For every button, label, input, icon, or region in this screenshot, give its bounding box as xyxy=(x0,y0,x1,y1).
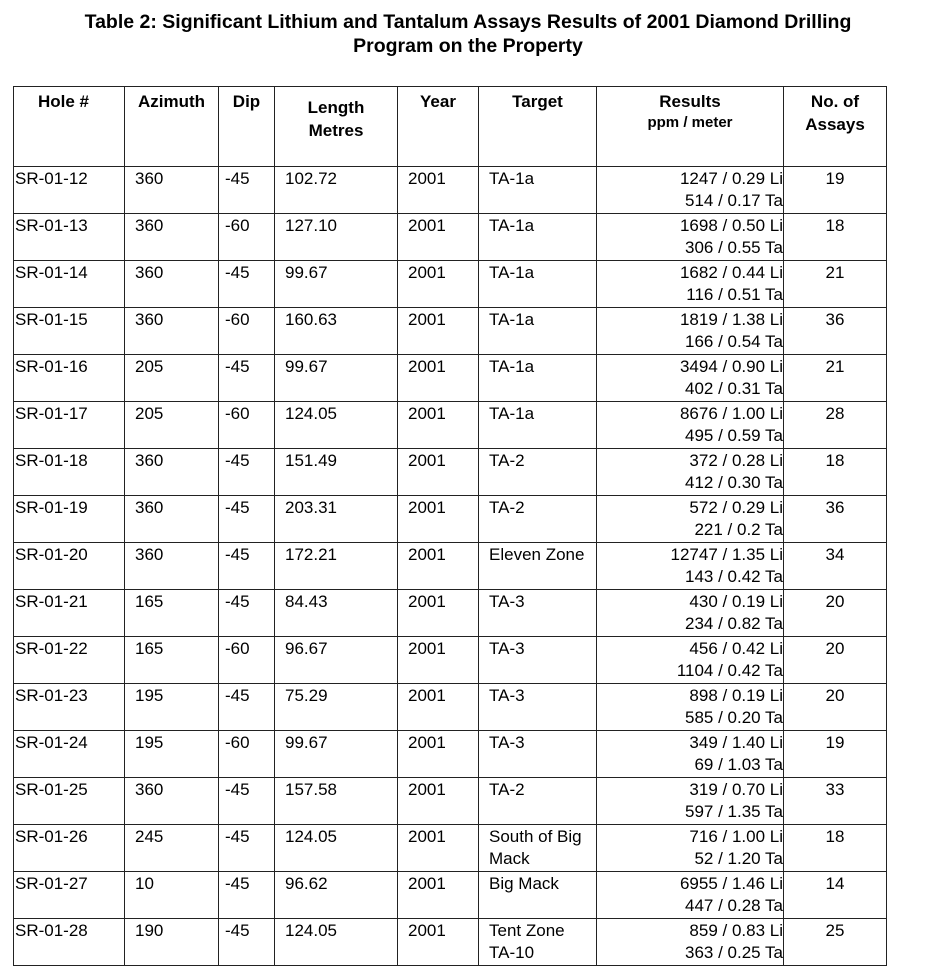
table-row xyxy=(14,167,887,214)
result-ta: 116 / 0.51 Ta xyxy=(686,285,783,304)
cell-dip: -45 xyxy=(219,261,275,308)
table-title xyxy=(0,10,936,58)
header-results-line-2: ppm / meter xyxy=(647,114,733,131)
result-ta: 69 / 1.03 Ta xyxy=(694,755,783,774)
cell-dip: -60 xyxy=(219,214,275,261)
cell-assays: 18 xyxy=(784,825,887,872)
cell-azimuth: 245 xyxy=(125,825,219,872)
cell-dip: -45 xyxy=(219,872,275,919)
result-li: 349 / 1.40 Li xyxy=(689,733,783,752)
result-li: 12747 / 1.35 Li xyxy=(670,545,783,564)
cell-length: 127.10 xyxy=(275,214,398,261)
cell-target xyxy=(479,825,597,872)
cell-length: 96.62 xyxy=(275,872,398,919)
cell-results xyxy=(597,214,784,261)
target-line-2: Mack xyxy=(489,849,530,868)
result-li: 8676 / 1.00 Li xyxy=(679,404,783,423)
result-li: 1682 / 0.44 Li xyxy=(679,263,783,282)
cell-azimuth: 205 xyxy=(125,355,219,402)
cell-assays: 20 xyxy=(784,637,887,684)
cell-assays: 33 xyxy=(784,778,887,825)
cell-dip: -45 xyxy=(219,778,275,825)
cell-dip: -60 xyxy=(219,637,275,684)
cell-target: TA-1a xyxy=(479,402,597,449)
cell-dip: -60 xyxy=(219,308,275,355)
cell-length: 124.05 xyxy=(275,402,398,449)
cell-year: 2001 xyxy=(398,637,479,684)
cell-target: TA-3 xyxy=(479,637,597,684)
cell-length: 75.29 xyxy=(275,684,398,731)
table-row xyxy=(14,919,887,966)
table-row xyxy=(14,637,887,684)
result-ta: 1104 / 0.42 Ta xyxy=(676,661,783,680)
table-row xyxy=(14,308,887,355)
result-li: 1698 / 0.50 Li xyxy=(679,216,783,235)
cell-year: 2001 xyxy=(398,872,479,919)
header-length-line-2: Metres xyxy=(308,121,364,140)
cell-year: 2001 xyxy=(398,167,479,214)
result-li: 6955 / 1.46 Li xyxy=(679,874,783,893)
result-li: 1819 / 1.38 Li xyxy=(679,310,783,329)
cell-assays: 36 xyxy=(784,308,887,355)
cell-assays: 19 xyxy=(784,731,887,778)
header-assays xyxy=(784,87,887,167)
cell-target: TA-2 xyxy=(479,778,597,825)
cell-length: 151.49 xyxy=(275,449,398,496)
result-li: 1247 / 0.29 Li xyxy=(679,169,783,188)
cell-length: 203.31 xyxy=(275,496,398,543)
cell-hole: SR-01-15 xyxy=(14,308,125,355)
header-results-line-1: Results xyxy=(659,92,721,111)
cell-results xyxy=(597,684,784,731)
cell-hole: SR-01-14 xyxy=(14,261,125,308)
cell-hole: SR-01-19 xyxy=(14,496,125,543)
cell-assays: 21 xyxy=(784,355,887,402)
result-ta: 306 / 0.55 Ta xyxy=(685,238,783,257)
cell-length: 124.05 xyxy=(275,825,398,872)
cell-length: 96.67 xyxy=(275,637,398,684)
cell-target: TA-2 xyxy=(479,496,597,543)
cell-year: 2001 xyxy=(398,590,479,637)
target-line-1: South of Big xyxy=(489,827,582,846)
result-ta: 52 / 1.20 Ta xyxy=(694,849,783,868)
cell-target: Big Mack xyxy=(479,872,597,919)
cell-results xyxy=(597,167,784,214)
cell-azimuth: 360 xyxy=(125,308,219,355)
result-ta: 585 / 0.20 Ta xyxy=(685,708,783,727)
cell-results xyxy=(597,543,784,590)
table-title-line-2: Program on the Property xyxy=(353,35,583,57)
result-li: 572 / 0.29 Li xyxy=(689,498,783,517)
table-row xyxy=(14,355,887,402)
cell-azimuth: 195 xyxy=(125,731,219,778)
result-li: 3494 / 0.90 Li xyxy=(679,357,783,376)
cell-target: TA-1a xyxy=(479,261,597,308)
table-row xyxy=(14,684,887,731)
cell-results xyxy=(597,355,784,402)
cell-dip: -45 xyxy=(219,684,275,731)
header-assays-line-2: Assays xyxy=(805,115,865,134)
cell-hole: SR-01-25 xyxy=(14,778,125,825)
cell-length: 172.21 xyxy=(275,543,398,590)
cell-assays: 21 xyxy=(784,261,887,308)
cell-target: TA-2 xyxy=(479,449,597,496)
cell-year: 2001 xyxy=(398,402,479,449)
cell-hole: SR-01-13 xyxy=(14,214,125,261)
header-dip: Dip xyxy=(219,87,275,167)
cell-year: 2001 xyxy=(398,543,479,590)
cell-target: TA-3 xyxy=(479,590,597,637)
cell-length: 99.67 xyxy=(275,261,398,308)
header-target: Target xyxy=(479,87,597,167)
cell-results xyxy=(597,590,784,637)
cell-target: TA-3 xyxy=(479,684,597,731)
cell-dip: -45 xyxy=(219,355,275,402)
table-row xyxy=(14,214,887,261)
cell-assays: 14 xyxy=(784,872,887,919)
result-ta: 166 / 0.54 Ta xyxy=(685,332,783,351)
cell-year: 2001 xyxy=(398,919,479,966)
table-row xyxy=(14,825,887,872)
result-ta: 412 / 0.30 Ta xyxy=(685,473,783,492)
cell-length: 157.58 xyxy=(275,778,398,825)
cell-assays: 25 xyxy=(784,919,887,966)
cell-hole: SR-01-26 xyxy=(14,825,125,872)
cell-dip: -45 xyxy=(219,449,275,496)
cell-dip: -60 xyxy=(219,731,275,778)
cell-azimuth: 360 xyxy=(125,449,219,496)
cell-year: 2001 xyxy=(398,684,479,731)
result-ta: 363 / 0.25 Ta xyxy=(685,943,783,962)
cell-azimuth: 360 xyxy=(125,167,219,214)
cell-dip: -45 xyxy=(219,590,275,637)
header-length xyxy=(275,87,398,167)
cell-dip: -45 xyxy=(219,167,275,214)
cell-azimuth: 360 xyxy=(125,496,219,543)
cell-dip: -45 xyxy=(219,825,275,872)
cell-target: TA-1a xyxy=(479,214,597,261)
cell-results xyxy=(597,449,784,496)
cell-year: 2001 xyxy=(398,778,479,825)
cell-hole: SR-01-16 xyxy=(14,355,125,402)
header-row xyxy=(14,87,887,167)
cell-hole: SR-01-17 xyxy=(14,402,125,449)
cell-hole: SR-01-28 xyxy=(14,919,125,966)
table-row xyxy=(14,590,887,637)
cell-results xyxy=(597,825,784,872)
cell-results xyxy=(597,261,784,308)
cell-target: TA-1a xyxy=(479,355,597,402)
header-assays-line-1: No. of xyxy=(810,92,860,111)
header-year: Year xyxy=(398,87,479,167)
table-row xyxy=(14,261,887,308)
cell-target: Eleven Zone xyxy=(479,543,597,590)
cell-results xyxy=(597,872,784,919)
result-ta: 221 / 0.2 Ta xyxy=(694,520,783,539)
cell-assays: 20 xyxy=(784,684,887,731)
table-row xyxy=(14,402,887,449)
cell-results xyxy=(597,402,784,449)
cell-year: 2001 xyxy=(398,214,479,261)
cell-length: 124.05 xyxy=(275,919,398,966)
cell-year: 2001 xyxy=(398,449,479,496)
cell-results xyxy=(597,731,784,778)
cell-assays: 34 xyxy=(784,543,887,590)
cell-dip: -60 xyxy=(219,402,275,449)
cell-azimuth: 195 xyxy=(125,684,219,731)
cell-dip: -45 xyxy=(219,496,275,543)
cell-azimuth: 360 xyxy=(125,261,219,308)
cell-hole: SR-01-18 xyxy=(14,449,125,496)
cell-hole: SR-01-23 xyxy=(14,684,125,731)
result-ta: 143 / 0.42 Ta xyxy=(685,567,783,586)
cell-length: 99.67 xyxy=(275,731,398,778)
header-hole: Hole # xyxy=(14,87,125,167)
cell-results xyxy=(597,496,784,543)
result-li: 716 / 1.00 Li xyxy=(689,827,783,846)
result-li: 456 / 0.42 Li xyxy=(689,639,783,658)
result-ta: 402 / 0.31 Ta xyxy=(685,379,783,398)
cell-year: 2001 xyxy=(398,261,479,308)
result-li: 319 / 0.70 Li xyxy=(689,780,783,799)
cell-hole: SR-01-20 xyxy=(14,543,125,590)
cell-azimuth: 205 xyxy=(125,402,219,449)
result-li: 859 / 0.83 Li xyxy=(689,921,783,940)
cell-target: TA-1a xyxy=(479,308,597,355)
cell-dip: -45 xyxy=(219,543,275,590)
cell-hole: SR-01-27 xyxy=(14,872,125,919)
cell-year: 2001 xyxy=(398,355,479,402)
header-results xyxy=(597,87,784,167)
cell-length: 160.63 xyxy=(275,308,398,355)
cell-azimuth: 165 xyxy=(125,590,219,637)
target-line-1: Tent Zone xyxy=(489,921,565,940)
cell-results xyxy=(597,308,784,355)
cell-dip: -45 xyxy=(219,919,275,966)
table-row xyxy=(14,731,887,778)
cell-assays: 19 xyxy=(784,167,887,214)
cell-results xyxy=(597,919,784,966)
result-ta: 597 / 1.35 Ta xyxy=(685,802,783,821)
cell-length: 102.72 xyxy=(275,167,398,214)
result-li: 372 / 0.28 Li xyxy=(689,451,783,470)
cell-target: TA-3 xyxy=(479,731,597,778)
cell-year: 2001 xyxy=(398,496,479,543)
result-ta: 234 / 0.82 Ta xyxy=(685,614,783,633)
cell-results xyxy=(597,778,784,825)
cell-azimuth: 360 xyxy=(125,543,219,590)
cell-assays: 36 xyxy=(784,496,887,543)
cell-length: 84.43 xyxy=(275,590,398,637)
header-azimuth: Azimuth xyxy=(125,87,219,167)
target-line-2: TA-10 xyxy=(489,943,535,962)
result-li: 898 / 0.19 Li xyxy=(689,686,783,705)
cell-azimuth: 165 xyxy=(125,637,219,684)
cell-hole: SR-01-22 xyxy=(14,637,125,684)
cell-azimuth: 360 xyxy=(125,778,219,825)
table-title-line-1: Table 2: Significant Lithium and Tantalum Assays Results of 2001 Diamond Drilling xyxy=(84,11,852,33)
cell-azimuth: 10 xyxy=(125,872,219,919)
table-row xyxy=(14,496,887,543)
cell-year: 2001 xyxy=(398,731,479,778)
table-row xyxy=(14,872,887,919)
cell-hole: SR-01-24 xyxy=(14,731,125,778)
table-row xyxy=(14,449,887,496)
table-row xyxy=(14,543,887,590)
cell-azimuth: 360 xyxy=(125,214,219,261)
result-ta: 495 / 0.59 Ta xyxy=(685,426,783,445)
cell-hole: SR-01-21 xyxy=(14,590,125,637)
cell-assays: 28 xyxy=(784,402,887,449)
table-row xyxy=(14,778,887,825)
cell-length: 99.67 xyxy=(275,355,398,402)
cell-year: 2001 xyxy=(398,308,479,355)
cell-target: TA-1a xyxy=(479,167,597,214)
cell-assays: 18 xyxy=(784,449,887,496)
header-length-line-1: Length xyxy=(307,98,365,117)
cell-year: 2001 xyxy=(398,825,479,872)
result-ta: 514 / 0.17 Ta xyxy=(685,191,783,210)
cell-azimuth: 190 xyxy=(125,919,219,966)
result-ta: 447 / 0.28 Ta xyxy=(685,896,783,915)
assay-results-table xyxy=(13,86,887,966)
cell-results xyxy=(597,637,784,684)
cell-target xyxy=(479,919,597,966)
result-li: 430 / 0.19 Li xyxy=(689,592,783,611)
cell-assays: 20 xyxy=(784,590,887,637)
cell-hole: SR-01-12 xyxy=(14,167,125,214)
cell-assays: 18 xyxy=(784,214,887,261)
